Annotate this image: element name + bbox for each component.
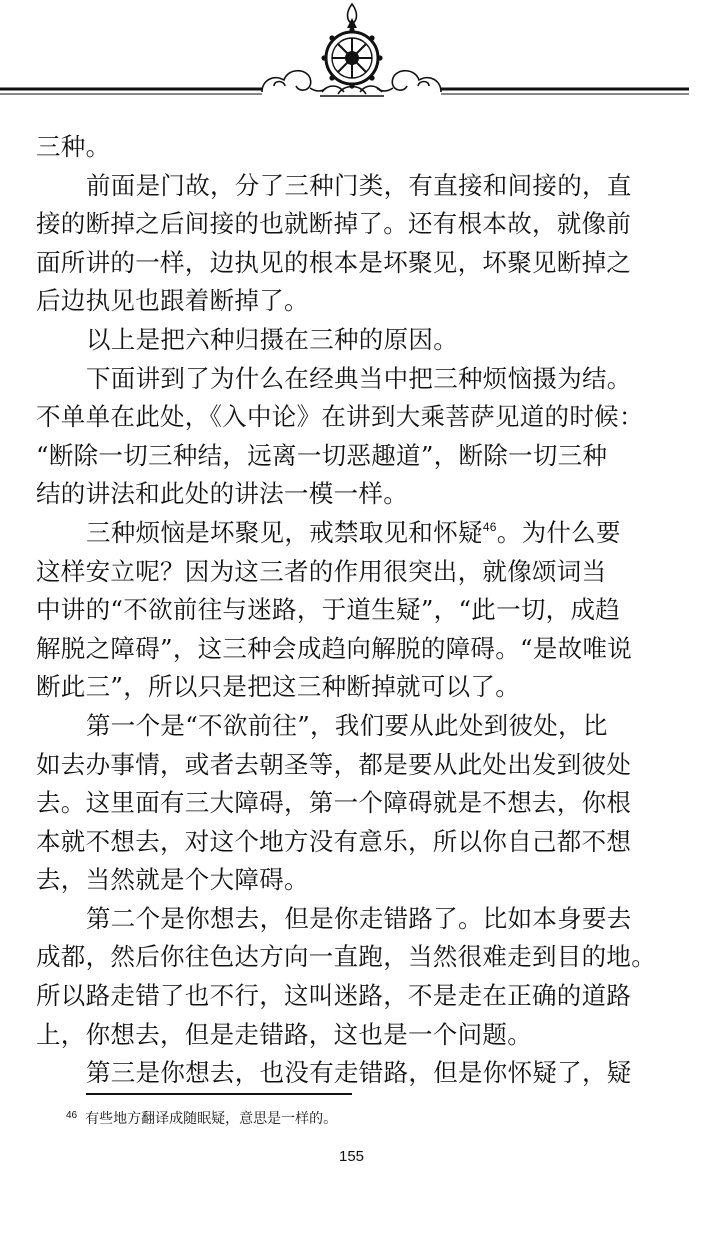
text-line — [36, 514, 646, 553]
text-line — [36, 784, 646, 823]
text-line-content: 中讲的“不欲前往与迷路，于道生疑”，“此一切，成趋 — [36, 595, 621, 625]
text-line — [36, 668, 646, 707]
text-line — [36, 282, 646, 321]
text-line-content: 以上是把六种归摄在三种的原因。 — [86, 324, 458, 354]
text-line — [36, 823, 646, 862]
text-line-content: 成都，然后你往色达方向一直跑，当然很难走到目的地。 — [36, 942, 656, 972]
text-line — [36, 321, 646, 360]
text-line — [36, 591, 646, 630]
text-line-content: 所以路走错了也不行，这叫迷路，不是走在正确的道路 — [36, 981, 632, 1011]
text-line-content: 不单单在此处，《入中论》在讲到大乘菩萨见道的时候： — [36, 402, 644, 432]
page-number: 155 — [338, 1148, 365, 1165]
footnote-text: 有些地方翻译成随眠疑，意思是一样的。 — [85, 1111, 338, 1127]
text-line — [36, 128, 646, 167]
text-line — [36, 1054, 646, 1093]
text-line-content: 去。这里面有三大障碍，第一个障碍就是不想去，你根 — [36, 788, 632, 818]
text-line — [36, 861, 646, 900]
footnote-number: 46 — [66, 1110, 78, 1121]
text-line — [36, 1016, 646, 1055]
text-line-continuation: 。为什么要 — [496, 517, 621, 547]
text-line-content: 上，你想去，但是走错路，这也是一个问题。 — [36, 1019, 532, 1049]
text-line — [36, 707, 646, 746]
text-line — [36, 398, 646, 437]
text-line — [36, 437, 646, 476]
text-line-content: 第三是你想去，也没有走错路，但是你怀疑了，疑 — [86, 1058, 632, 1088]
text-line-content: “断除一切三种结，远离一切恶趣道”，断除一切三种 — [36, 440, 608, 470]
text-line — [36, 244, 646, 283]
text-line-content: 接的断掉之后间接的也就断掉了。还有根本故，就像前 — [36, 209, 632, 239]
footnote — [66, 1108, 337, 1128]
text-line — [36, 900, 646, 939]
text-line — [36, 977, 646, 1016]
text-line-content: 去，当然就是个大障碍。 — [36, 865, 309, 895]
text-line-content: 面所讲的一样，边执见的根本是坏聚见，坏聚见断掉之 — [36, 247, 632, 277]
text-line-content: 本就不想去，对这个地方没有意乐，所以你自己都不想 — [36, 826, 632, 856]
text-line-content: 下面讲到了为什么在经典当中把三种烦恼摄为结。 — [86, 363, 632, 393]
text-line-content: 如去办事情，或者去朝圣等，都是要从此处出发到彼处 — [36, 749, 632, 779]
text-line-content: 第二个是你想去，但是你走错路了。比如本身要去 — [86, 903, 632, 933]
text-line — [36, 553, 646, 592]
text-line — [36, 167, 646, 206]
footnote-reference[interactable]: 46 — [482, 519, 497, 534]
text-line — [36, 205, 646, 244]
text-line-content: 三种。 — [36, 132, 111, 161]
text-line — [36, 746, 646, 785]
page-header-ornament — [0, 0, 703, 110]
text-line-content: 这样安立呢？因为这三者的作用很突出，就像颂词当 — [36, 556, 607, 586]
text-line-content: 三种烦恼是坏聚见，戒禁取见和怀疑 — [86, 517, 483, 547]
text-line-content: 解脱之障碍”，这三种会成趋向解脱的障碍。“是故唯说 — [36, 633, 633, 663]
text-line-content: 后边执见也跟着断掉了。 — [36, 286, 309, 316]
text-line-content: 结的讲法和此处的讲法一模一样。 — [36, 479, 408, 509]
text-line-content: 前面是门故，分了三种门类，有直接和间接的，直 — [86, 170, 632, 200]
text-line-content: 断此三”，所以只是把这三种断掉就可以了。 — [36, 672, 521, 702]
text-line — [36, 938, 656, 977]
text-line-content: 第一个是“不欲前往”，我们要从此处到彼处，比 — [86, 710, 608, 740]
text-line — [36, 360, 646, 399]
dharma-wheel-icon — [0, 0, 703, 110]
footnote-divider — [86, 1093, 352, 1095]
text-line — [36, 475, 646, 514]
text-line — [36, 630, 646, 669]
body-text — [36, 128, 656, 1093]
